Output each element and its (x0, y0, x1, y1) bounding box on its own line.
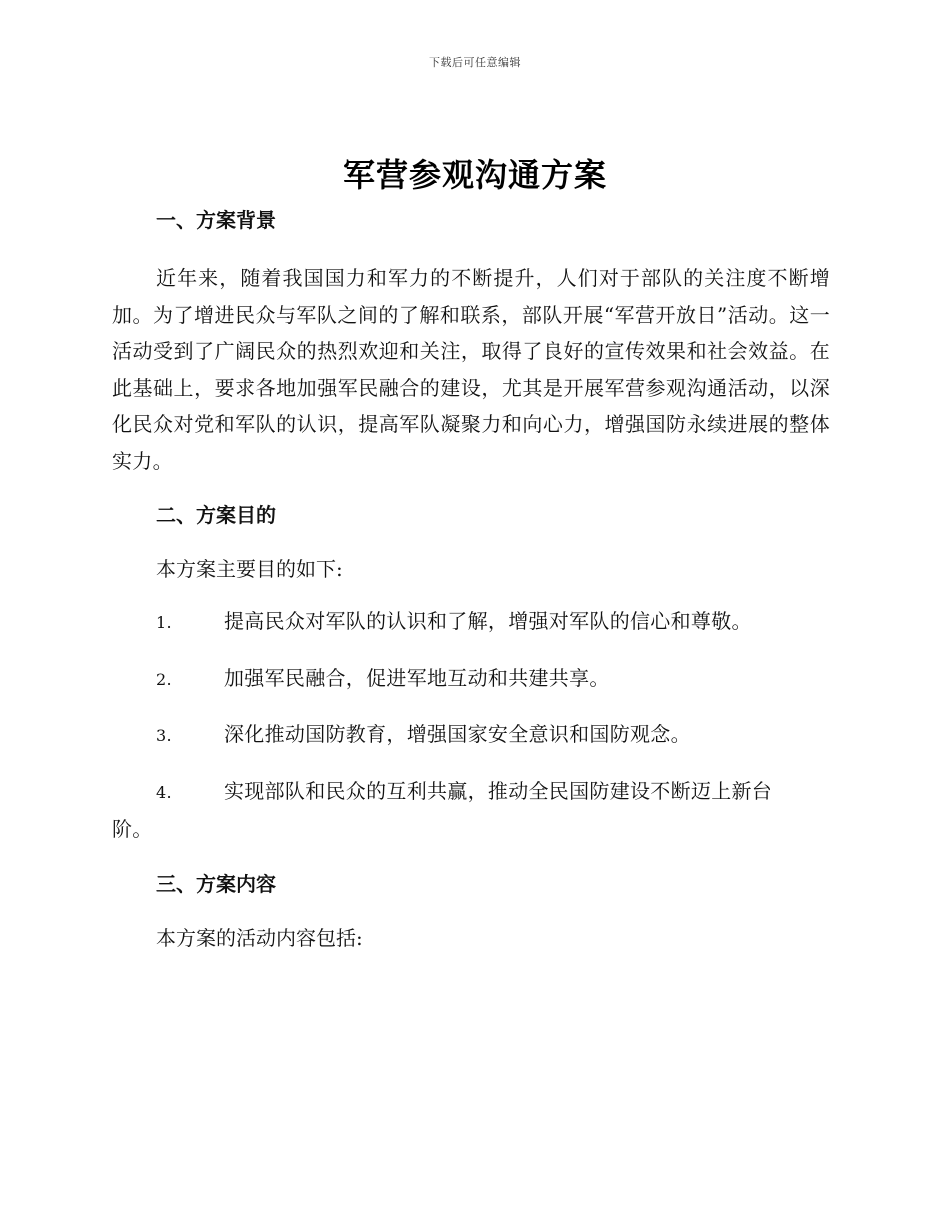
header-note: 下载后可任意编辑 (429, 56, 521, 69)
list-item-text: 提高民众对军队的认识和了解，增强对军队的信心和尊敬。 (224, 609, 752, 633)
section-heading-background: 一、方案背景 (156, 208, 276, 232)
section-heading-content: 三、方案内容 (156, 871, 276, 896)
list-item (112, 716, 830, 755)
list-item-number: 4. (156, 782, 172, 802)
list-item (112, 660, 830, 699)
list-item-text: 实现部队和民众的互利共赢，推动全民国防建设不断迈上新台 (224, 778, 773, 803)
list-item-number: 1. (156, 613, 172, 632)
purpose-intro: 本方案主要目的如下: (156, 557, 343, 581)
purpose-list (112, 603, 830, 848)
content-intro: 本方案的活动内容包括: (156, 925, 363, 950)
background-paragraph: 近年来，随着我国国力和军力的不断提升，人们对于部队的关注度不断增加。为了增进民众与军队之间的了解和联系，部队开展“军营开放日”活动。这一活动受到了广阔民众的热烈欢迎和关注，取得了良好的宣传效果和社会效益。在此基础上，要求各地加强军民融合的建设，尤其是开展军营参观沟通活动，以深化民众对党和军队的认识，提高军队凝聚力和向心力，增强国防永续进展的整体实力。 (112, 266, 830, 473)
list-item (112, 603, 830, 642)
list-item-number: 3. (156, 726, 172, 745)
document-body (112, 206, 830, 952)
list-item-number: 2. (156, 669, 172, 689)
list-item-text: 深化推动国防教育，增强国家安全意识和国防观念。 (224, 722, 691, 746)
list-item-text: 加强军民融合，促进军地互动和共建共享。 (224, 665, 610, 690)
list-item (112, 773, 830, 848)
document-title: 军营参观沟通方案 (342, 156, 607, 194)
list-item-text-continued: 阶。 (112, 817, 153, 841)
section-heading-purpose: 二、方案目的 (156, 503, 276, 527)
